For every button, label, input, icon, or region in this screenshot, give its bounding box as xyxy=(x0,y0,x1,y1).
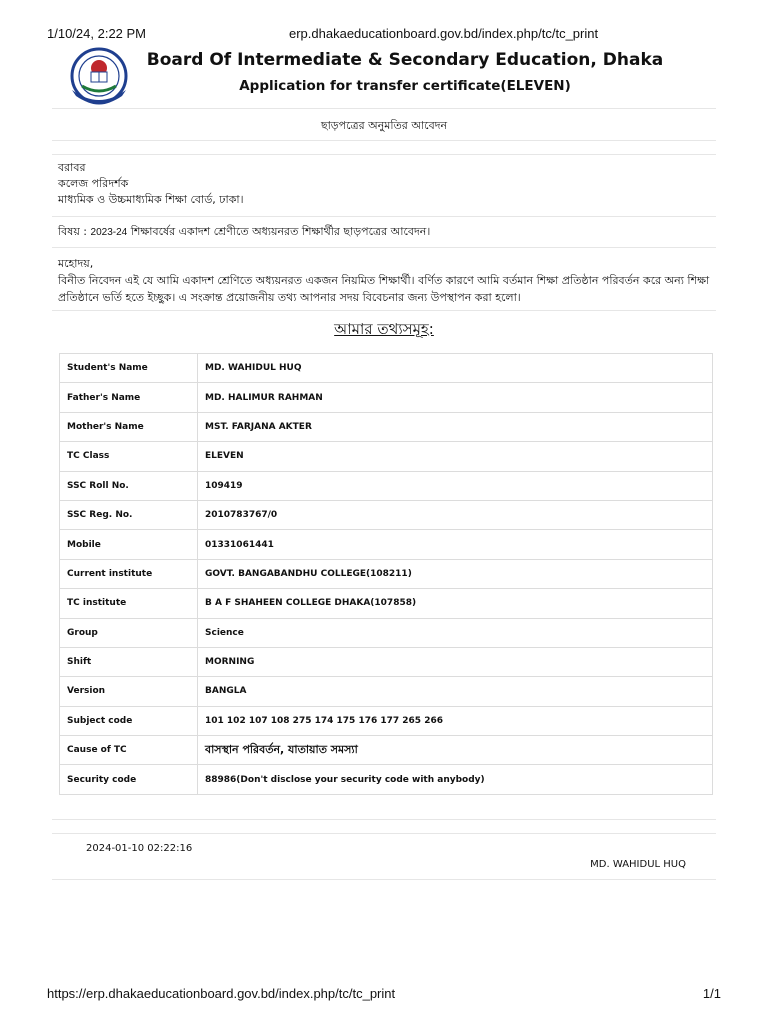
student-info-table xyxy=(59,353,713,795)
row-label: Mobile xyxy=(60,530,198,559)
row-label: TC institute xyxy=(60,589,198,618)
row-value: 101 102 107 108 275 174 175 176 177 265 266 xyxy=(198,706,713,735)
row-label: Group xyxy=(60,618,198,647)
table-row xyxy=(60,383,713,412)
row-label: Student's Name xyxy=(60,354,198,383)
row-value: GOVT. BANGABANDHU COLLEGE(108211) xyxy=(198,559,713,588)
salutation: মহোদয়, xyxy=(58,257,94,270)
row-value: MORNING xyxy=(198,647,713,676)
divider xyxy=(52,154,716,155)
table-row xyxy=(60,412,713,441)
divider xyxy=(52,833,716,834)
print-datetime: 1/10/24, 2:22 PM xyxy=(47,26,147,41)
divider xyxy=(52,310,716,311)
table-row xyxy=(60,677,713,706)
row-label: SSC Roll No. xyxy=(60,471,198,500)
row-value: 88986(Don't disclose your security code with anybody) xyxy=(198,765,713,794)
row-value: B A F SHAHEEN COLLEGE DHAKA(107858) xyxy=(198,589,713,618)
table-row xyxy=(60,765,713,794)
table-row xyxy=(60,442,713,471)
row-value: 2010783767/0 xyxy=(198,500,713,529)
row-value: 01331061441 xyxy=(198,530,713,559)
table-row xyxy=(60,647,713,676)
row-label: TC Class xyxy=(60,442,198,471)
table-row xyxy=(60,354,713,383)
row-label: SSC Reg. No. xyxy=(60,500,198,529)
print-header xyxy=(47,26,721,42)
divider xyxy=(52,216,716,217)
divider xyxy=(52,879,716,880)
info-heading: আমার তথ্যসমূহ: xyxy=(334,320,434,338)
row-label: Mother's Name xyxy=(60,412,198,441)
body-paragraph: বিনীত নিবেদন এই যে আমি একাদশ শ্রেণিতে অধ্যয়নরত একজন নিয়মিত শিক্ষার্থী। বর্ণিত কারণে আমি বর্তমান শিক্ষা প্রতিষ্ঠান পরিবর্তন করে অন্য শিক্ষা প্রতিষ্ঠানে ভর্তি হতে ইচ্ছুক। এ সংক্রান্ত প্রয়োজনীয় তথ্য আপনার সদয় বিবেচনার জন্য উপস্থাপন করা হলো। xyxy=(58,274,710,304)
row-value: ELEVEN xyxy=(198,442,713,471)
divider xyxy=(52,140,716,141)
divider xyxy=(52,247,716,248)
print-timestamp: 2024-01-10 02:22:16 xyxy=(86,843,193,854)
row-label: Father's Name xyxy=(60,383,198,412)
table-row xyxy=(60,589,713,618)
row-label: Shift xyxy=(60,647,198,676)
board-name: Board Of Intermediate & Secondary Education, Dhaka xyxy=(146,50,664,70)
permission-title: ছাড়পত্রের অনুমতির আবেদন xyxy=(320,119,448,132)
subject-year: 2023-24 xyxy=(90,227,128,238)
address-line: কলেজ পরিদর্শক xyxy=(58,177,129,190)
row-value: 109419 xyxy=(198,471,713,500)
row-value: BANGLA xyxy=(198,677,713,706)
address-line: মাধ্যমিক ও উচ্চমাধ্যমিক শিক্ষা বোর্ড, ঢাকা। xyxy=(58,193,244,206)
table-row xyxy=(60,706,713,735)
signer-name: MD. WAHIDUL HUQ xyxy=(590,859,686,870)
row-value: Science xyxy=(198,618,713,647)
address-block xyxy=(58,160,244,208)
table-row xyxy=(60,559,713,588)
letter-body xyxy=(58,255,714,306)
print-url: erp.dhakaeducationboard.gov.bd/index.php/tc/tc_print xyxy=(289,26,599,41)
application-title: Application for transfer certificate(ELEVEN) xyxy=(239,78,571,94)
print-footer xyxy=(47,986,721,1002)
row-value: MD. WAHIDUL HUQ xyxy=(198,354,713,383)
table-row xyxy=(60,530,713,559)
subject-text: শিক্ষাবর্ষের একাদশ শ্রেণীতে অধ্যয়নরত শিক্ষার্থীর ছাড়পত্রের আবেদন। xyxy=(130,225,431,238)
row-value: MD. HALIMUR RAHMAN xyxy=(198,383,713,412)
row-label: Subject code xyxy=(60,706,198,735)
row-label: Security code xyxy=(60,765,198,794)
table-row xyxy=(60,500,713,529)
footer-url: https://erp.dhakaeducationboard.gov.bd/index.php/tc/tc_print xyxy=(47,986,396,1001)
row-value: MST. FARJANA AKTER xyxy=(198,412,713,441)
board-seal-logo xyxy=(66,46,132,108)
row-label: Current institute xyxy=(60,559,198,588)
page-count: 1/1 xyxy=(702,986,721,1001)
subject-line xyxy=(58,223,430,242)
divider xyxy=(52,108,716,109)
address-line: বরাবর xyxy=(58,161,86,174)
table-row xyxy=(60,618,713,647)
divider xyxy=(52,819,716,820)
row-label: Cause of TC xyxy=(60,736,198,765)
table-row xyxy=(60,736,713,765)
subject-label: বিষয় : xyxy=(58,225,88,238)
row-value: বাসস্থান পরিবর্তন, যাতায়াত সমস্যা xyxy=(198,736,713,765)
row-label: Version xyxy=(60,677,198,706)
table-row xyxy=(60,471,713,500)
